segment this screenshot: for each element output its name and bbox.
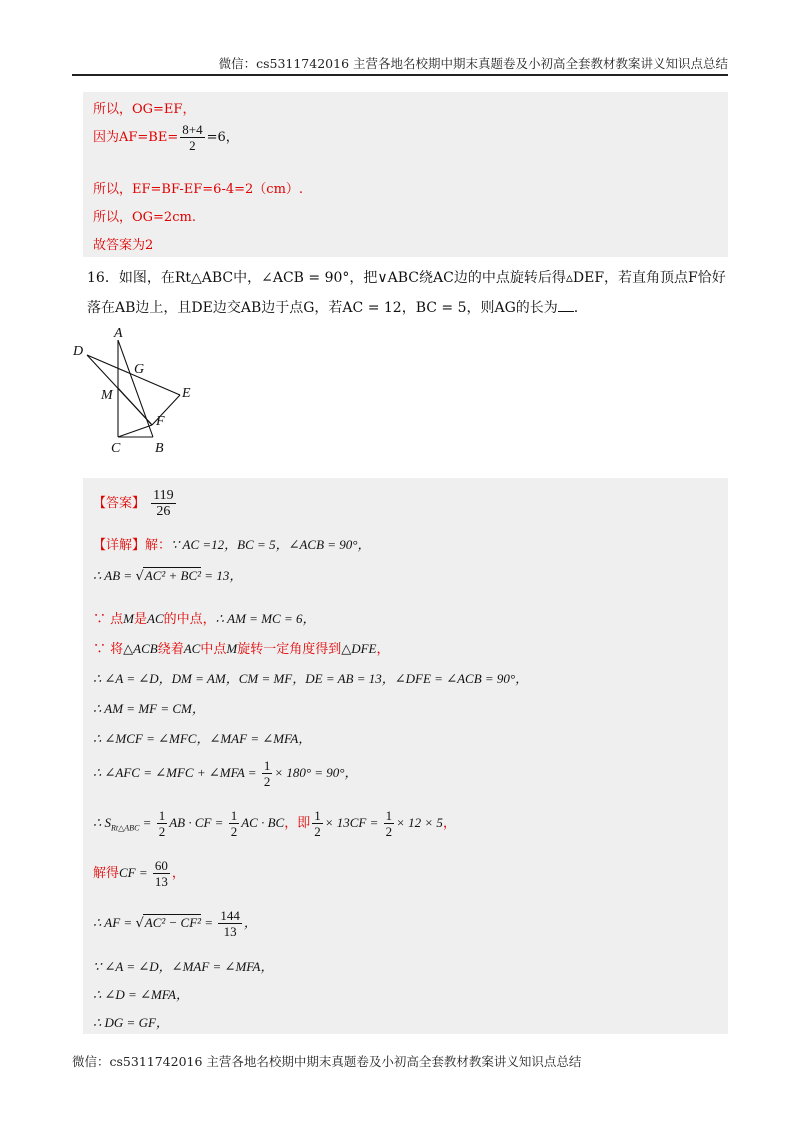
solution-line-8-b: × 180° = 90°， bbox=[274, 765, 358, 780]
solution-line-9-a: ∴ S bbox=[93, 815, 112, 830]
prev-solution-line-2-prefix: 因为AF=BE= bbox=[93, 130, 179, 145]
geometry-diagram bbox=[70, 325, 200, 455]
solution-line-4-a: ∵ 将 bbox=[93, 642, 124, 657]
answer-blank bbox=[558, 311, 574, 312]
solution-block bbox=[83, 478, 728, 1034]
solution-line-4-h: △DFE bbox=[341, 641, 377, 656]
label-A: A bbox=[114, 326, 123, 341]
solution-line-9-sub: Rt△ABC bbox=[111, 823, 140, 833]
fraction-numerator: 1 bbox=[314, 808, 321, 823]
label-F: F bbox=[156, 414, 165, 429]
solution-line-9-f: × 13CF = bbox=[324, 815, 382, 830]
fraction-denominator: 13 bbox=[223, 924, 237, 939]
solution-line-10-c: ， bbox=[171, 866, 185, 881]
label-D: D bbox=[73, 344, 84, 359]
prev-solution-line-3: 所以，EF=BF-EF=6-4=2（cm）. bbox=[93, 182, 304, 197]
solution-line-11-c: = bbox=[201, 915, 217, 930]
solution-line-10-b: CF = bbox=[119, 865, 151, 880]
solution-line-14: ∴ DG = GF， bbox=[93, 1015, 169, 1030]
solution-line-8 bbox=[93, 758, 358, 789]
question-16-line-2-text: 落在AB边上，且DE边交AB边于点G，若AC = 12，BC = 5，则AG的长为 bbox=[87, 300, 558, 316]
label-C: C bbox=[111, 441, 121, 455]
solution-line-6: ∴ AM = MF = CM， bbox=[93, 701, 205, 716]
prev-solution-line-2-suffix: =6， bbox=[206, 130, 239, 145]
solution-line-12: ∵ ∠A = ∠D，∠MAF = ∠MFA， bbox=[93, 959, 274, 974]
solution-line-2-radicand: AC² + BC² bbox=[144, 568, 202, 583]
solution-line-3-e: 的中点， bbox=[163, 612, 216, 627]
label-B: B bbox=[155, 441, 164, 455]
page-footer: 微信：cs5311742016 主营各地名校期中期末真题卷及小初高全套教材教案讲义知识点总结 bbox=[72, 1054, 582, 1069]
prev-solution-fraction bbox=[180, 122, 204, 153]
answer-line bbox=[93, 488, 178, 519]
page-header: 微信：cs5311742016 主营各地名校期中期末真题卷及小初高全套教材教案讲义知识点总结 bbox=[72, 54, 728, 76]
solution-line-1-b: ∵ AC =12，BC = 5，∠ACB = 90°， bbox=[171, 537, 371, 552]
solution-line-1 bbox=[93, 534, 371, 553]
solution-line-3 bbox=[93, 608, 315, 627]
prev-solution-line-5: 故答案为2 bbox=[93, 238, 154, 253]
solution-line-7: ∴ ∠MCF = ∠MFC，∠MAF = ∠MFA， bbox=[93, 731, 312, 746]
solution-line-4-b: △ACB bbox=[123, 641, 158, 656]
solution-line-9 bbox=[93, 808, 456, 839]
half-fraction bbox=[262, 758, 273, 789]
fraction-denominator: 13 bbox=[154, 874, 168, 889]
solution-line-9-d: AC · BC bbox=[241, 815, 285, 830]
fraction-numerator: 60 bbox=[154, 858, 168, 873]
half-fraction bbox=[312, 808, 323, 839]
solution-line-3-d: AC bbox=[147, 611, 164, 626]
solution-line-4-d: AC bbox=[183, 641, 201, 656]
solution-line-9-e: ，即 bbox=[284, 816, 311, 831]
solution-line-10-a: 解得 bbox=[93, 866, 120, 881]
solution-line-3-c: 是 bbox=[133, 612, 147, 627]
solution-line-13: ∴ ∠D = ∠MFA， bbox=[93, 987, 190, 1002]
fraction-numerator: 1 bbox=[230, 808, 238, 823]
solution-line-2 bbox=[93, 565, 242, 584]
solution-line-5: ∴ ∠A = ∠D，DM = AM，CM = MF，DE = AB = 13，∠DFE = ∠ACB = 90°， bbox=[93, 671, 529, 686]
solution-line-3-b: M bbox=[123, 611, 134, 626]
fraction-denominator: 2 bbox=[385, 824, 393, 839]
solution-line-10 bbox=[93, 858, 185, 889]
fraction-numerator: 8+4 bbox=[182, 122, 203, 137]
solution-line-11-d: ， bbox=[243, 915, 257, 930]
solution-line-4-g: 旋转一定角度得到 bbox=[237, 642, 342, 657]
answer-fraction bbox=[151, 488, 175, 519]
fraction-numerator: 144 bbox=[220, 908, 240, 923]
answer-denominator: 26 bbox=[156, 504, 171, 519]
sqrt-sign: √ bbox=[135, 569, 144, 584]
half-fraction bbox=[229, 808, 240, 839]
sqrt-sign: √ bbox=[135, 916, 144, 931]
solution-line-11 bbox=[93, 908, 257, 939]
segment-MF bbox=[118, 388, 152, 425]
solution-line-4-i: ， bbox=[376, 642, 390, 657]
solution-line-9-c: AB · CF = bbox=[169, 815, 227, 830]
half-fraction bbox=[157, 808, 168, 839]
answer-tag: 【答案】 bbox=[93, 496, 146, 511]
solution-line-4-e: 中点 bbox=[200, 642, 227, 657]
label-M: M bbox=[101, 388, 113, 403]
fraction-denominator: 2 bbox=[263, 774, 271, 789]
solution-line-3-a: ∵ 点 bbox=[93, 612, 124, 627]
solution-line-4 bbox=[93, 638, 390, 657]
segment-AB bbox=[118, 340, 153, 437]
solution-line-9-b: = bbox=[139, 815, 155, 830]
fraction-numerator: 1 bbox=[385, 808, 393, 823]
solution-line-4-f: M bbox=[226, 641, 238, 656]
prev-solution-line-4: 所以，OG=2cm. bbox=[93, 210, 196, 225]
fraction-denominator: 2 bbox=[314, 824, 321, 839]
question-16-line-1: 16．如图，在Rt△ABC中，∠ACB = 90°，把∨ABC绕AC边的中点旋转后得▵DEF，若直角顶点F恰好 bbox=[87, 270, 726, 286]
label-E: E bbox=[182, 386, 191, 401]
question-16-line-2-end: . bbox=[573, 300, 579, 316]
prev-solution-line-2 bbox=[93, 122, 239, 153]
prev-solution-block bbox=[83, 92, 728, 257]
answer-numerator: 119 bbox=[153, 488, 174, 503]
solution-line-2-a: ∴ AB = bbox=[93, 568, 136, 583]
label-G: G bbox=[134, 362, 145, 377]
fraction-denominator: 2 bbox=[158, 824, 166, 839]
solution-line-9-g: × 12 × 5 bbox=[396, 815, 443, 830]
solution-line-11-a: ∴ AF = bbox=[93, 915, 136, 930]
solution-line-4-c: 绕着 bbox=[157, 642, 184, 657]
solution-tag: 【详解】 bbox=[93, 538, 146, 553]
question-16-line-2 bbox=[87, 294, 578, 322]
solution-line-11-radicand: AC² − CF² bbox=[144, 915, 202, 930]
solution-line-2-c: = 13， bbox=[201, 568, 243, 583]
fraction-denominator: 2 bbox=[189, 138, 196, 153]
segment-CF bbox=[118, 425, 152, 437]
solution-line-9-h: ， bbox=[442, 816, 456, 831]
half-fraction bbox=[384, 808, 395, 839]
af-fraction bbox=[218, 908, 242, 939]
prev-solution-line-1: 所以，OG=EF， bbox=[93, 102, 196, 117]
fraction-denominator: 2 bbox=[230, 824, 238, 839]
fraction-numerator: 1 bbox=[263, 758, 271, 773]
solution-line-3-f: ∴ AM = MC = 6， bbox=[215, 611, 316, 626]
cf-fraction bbox=[153, 858, 170, 889]
solution-line-8-a: ∴ ∠AFC = ∠MFC + ∠MFA = bbox=[93, 765, 260, 780]
fraction-numerator: 1 bbox=[158, 808, 166, 823]
solution-line-1-a: 解： bbox=[145, 538, 172, 553]
